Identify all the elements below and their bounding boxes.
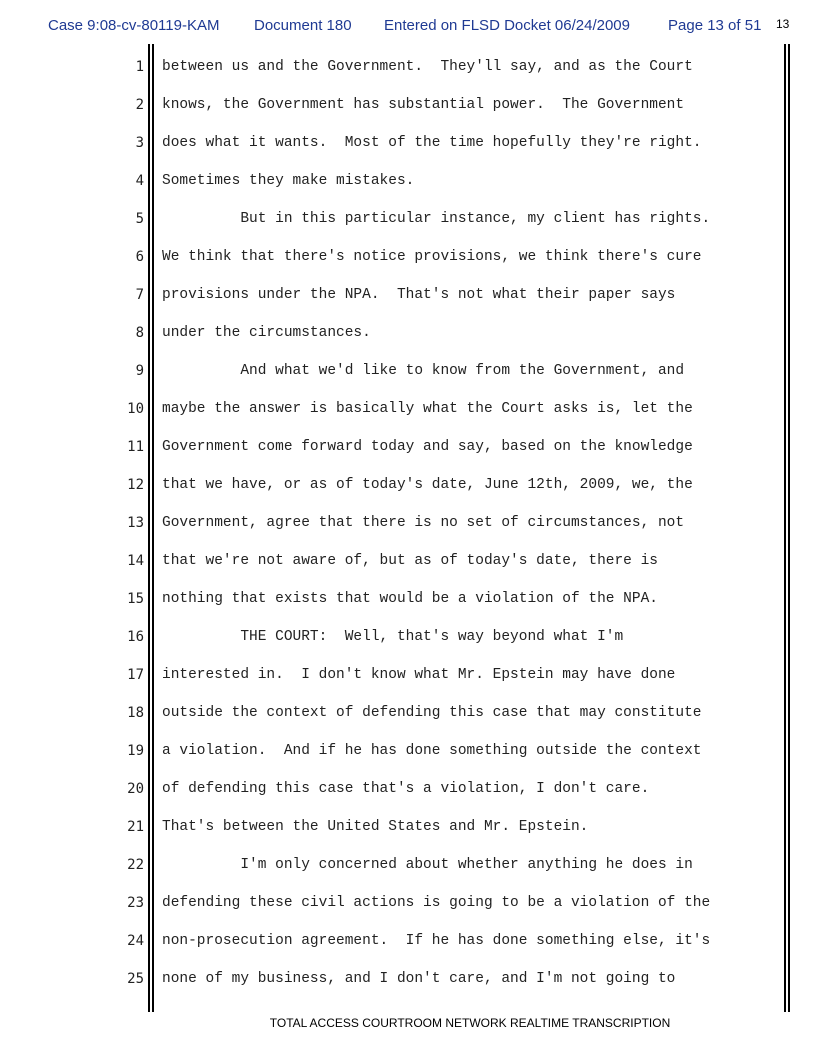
transcript-line [0, 702, 816, 740]
docket-header [48, 17, 788, 41]
transcript-line [0, 398, 816, 436]
transcript-line [0, 322, 816, 360]
line-text: does what it wants. Most of the time hopefully they're right. [162, 135, 702, 151]
line-text: Government come forward today and say, based on the knowledge [162, 439, 693, 455]
line-number: 24 [127, 933, 144, 949]
transcript-line [0, 94, 816, 132]
page-indicator: Page 13 of 51 [668, 17, 762, 34]
transcript-line [0, 170, 816, 208]
line-number: 8 [135, 325, 144, 341]
transcript-line [0, 664, 816, 702]
line-text: a violation. And if he has done something outside the context [162, 743, 702, 759]
line-text: of defending this case that's a violation, I don't care. [162, 781, 650, 797]
line-number: 15 [127, 591, 144, 607]
line-text: Government, agree that there is no set of circumstances, not [162, 515, 685, 531]
line-text: knows, the Government has substantial power. The Government [162, 97, 685, 113]
case-number: Case 9:08-cv-80119-KAM [48, 17, 220, 34]
line-number: 13 [127, 515, 144, 531]
docket-entry-date: Entered on FLSD Docket 06/24/2009 [384, 17, 630, 34]
transcript-line [0, 740, 816, 778]
line-number: 17 [127, 667, 144, 683]
transcript-line [0, 626, 816, 664]
line-text: We think that there's notice provisions, we think there's cure [162, 249, 702, 265]
line-text: And what we'd like to know from the Government, and [162, 363, 685, 379]
transcript-line [0, 436, 816, 474]
document-number: Document 180 [254, 17, 352, 34]
transcript-line [0, 512, 816, 550]
transcript-page-number: 13 [776, 17, 790, 31]
line-number: 4 [135, 173, 144, 189]
transcript-line [0, 474, 816, 512]
transcript-line [0, 246, 816, 284]
line-text: that we're not aware of, but as of today's date, there is [162, 553, 658, 569]
line-number: 16 [127, 629, 144, 645]
transcript-line [0, 930, 816, 968]
line-number: 25 [127, 971, 144, 987]
line-number: 5 [135, 211, 144, 227]
line-text: defending these civil actions is going to be a violation of the [162, 895, 711, 911]
line-text: I'm only concerned about whether anything he does in [162, 857, 693, 873]
transcript-line [0, 854, 816, 892]
line-number: 9 [135, 363, 144, 379]
line-number: 20 [127, 781, 144, 797]
line-text: nothing that exists that would be a violation of the NPA. [162, 591, 658, 607]
transcript-line [0, 778, 816, 816]
line-text: none of my business, and I don't care, and I'm not going to [162, 971, 676, 987]
transcript-line [0, 968, 816, 1006]
transcript-line [0, 56, 816, 94]
line-number: 14 [127, 553, 144, 569]
line-text: non-prosecution agreement. If he has done something else, it's [162, 933, 711, 949]
line-text: under the circumstances. [162, 325, 371, 341]
transcript-line [0, 360, 816, 398]
line-text: outside the context of defending this case that may constitute [162, 705, 702, 721]
transcript-line [0, 816, 816, 854]
transcript-footer: TOTAL ACCESS COURTROOM NETWORK REALTIME TRANSCRIPTION [269, 1016, 671, 1030]
transcript-line [0, 208, 816, 246]
line-number: 7 [135, 287, 144, 303]
line-text: THE COURT: Well, that's way beyond what I'm [162, 629, 624, 645]
line-number: 1 [135, 59, 144, 75]
line-number: 23 [127, 895, 144, 911]
line-number: 3 [135, 135, 144, 151]
line-number: 12 [127, 477, 144, 493]
line-number: 11 [127, 439, 144, 455]
transcript-line [0, 132, 816, 170]
transcript-line [0, 892, 816, 930]
line-number: 10 [127, 401, 144, 417]
line-text: between us and the Government. They'll say, and as the Court [162, 59, 693, 75]
line-number: 22 [127, 857, 144, 873]
transcript-line [0, 588, 816, 626]
line-text: That's between the United States and Mr. Epstein. [162, 819, 589, 835]
line-text: provisions under the NPA. That's not what their paper says [162, 287, 676, 303]
line-number: 2 [135, 97, 144, 113]
line-text: maybe the answer is basically what the Court asks is, let the [162, 401, 693, 417]
line-text: interested in. I don't know what Mr. Epstein may have done [162, 667, 676, 683]
line-number: 18 [127, 705, 144, 721]
line-number: 19 [127, 743, 144, 759]
transcript-line [0, 550, 816, 588]
line-number: 6 [135, 249, 144, 265]
transcript-line [0, 284, 816, 322]
line-text: that we have, or as of today's date, June 12th, 2009, we, the [162, 477, 693, 493]
line-text: Sometimes they make mistakes. [162, 173, 415, 189]
line-text: But in this particular instance, my client has rights. [162, 211, 711, 227]
line-number: 21 [127, 819, 144, 835]
